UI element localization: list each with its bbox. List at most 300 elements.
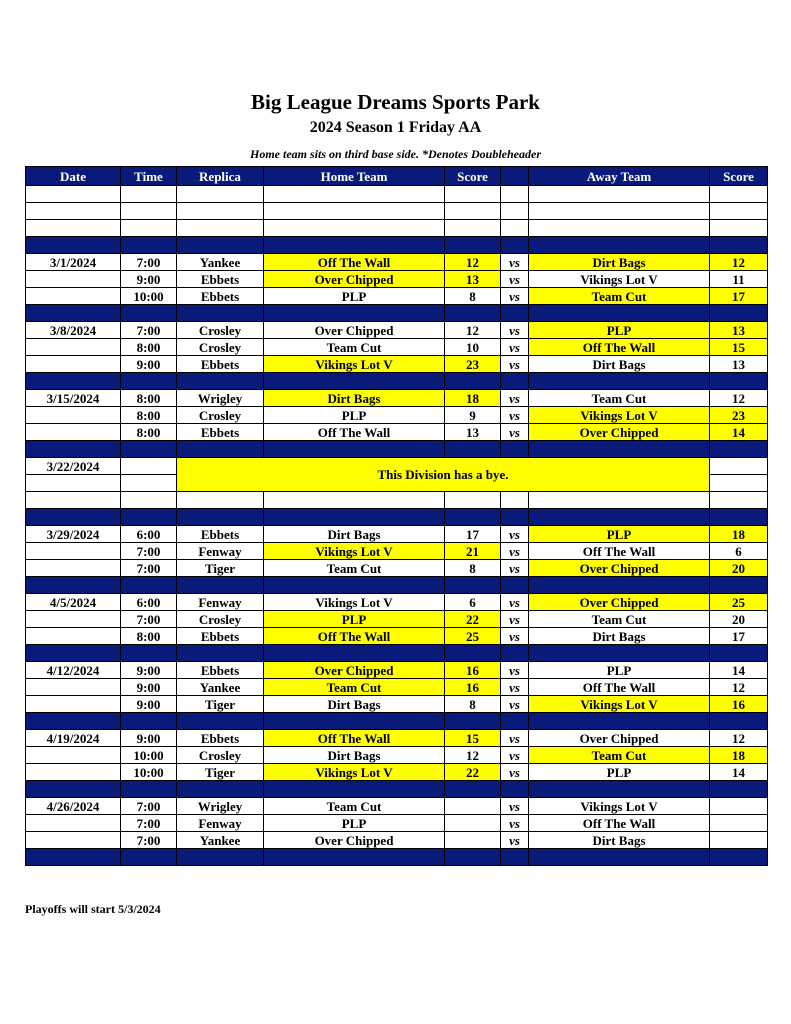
away-team-cell: Dirt Bags: [529, 832, 710, 849]
separator-cell: [710, 509, 768, 526]
home-team-cell: Off The Wall: [264, 424, 445, 441]
game-row: [26, 271, 768, 288]
date-cell: [26, 628, 121, 645]
separator-cell: [501, 713, 529, 730]
home-score-cell: 23: [445, 356, 501, 373]
away-score-cell: 17: [710, 628, 768, 645]
time-cell: 7:00: [121, 543, 177, 560]
home-score-cell: 13: [445, 424, 501, 441]
away-score-cell: [710, 832, 768, 849]
away-score-cell: [710, 458, 768, 475]
vs-cell: vs: [501, 339, 529, 356]
empty-cell: [177, 203, 264, 220]
home-team-cell: Dirt Bags: [264, 390, 445, 407]
home-team-cell: Dirt Bags: [264, 696, 445, 713]
away-team-cell: Vikings Lot V: [529, 696, 710, 713]
empty-row: [26, 203, 768, 220]
away-team-cell: PLP: [529, 662, 710, 679]
time-cell: 6:00: [121, 594, 177, 611]
time-cell: 9:00: [121, 730, 177, 747]
separator-cell: [121, 781, 177, 798]
replica-cell: Ebbets: [177, 424, 264, 441]
game-row: [26, 764, 768, 781]
date-cell: 3/29/2024: [26, 526, 121, 543]
header-note: Home team sits on third base side. *Denotes Doubleheader: [250, 147, 541, 161]
empty-cell: [26, 220, 121, 237]
away-score-cell: 12: [710, 679, 768, 696]
empty-cell: [710, 203, 768, 220]
home-team-cell: Off The Wall: [264, 254, 445, 271]
separator-cell: [501, 441, 529, 458]
separator-cell: [529, 781, 710, 798]
replica-cell: Crosley: [177, 339, 264, 356]
separator-cell: [501, 781, 529, 798]
week-separator-row: [26, 645, 768, 662]
separator-cell: [121, 373, 177, 390]
separator-cell: [264, 849, 445, 866]
time-cell: 10:00: [121, 764, 177, 781]
separator-cell: [26, 237, 121, 254]
away-team-cell: Off The Wall: [529, 543, 710, 560]
separator-cell: [177, 849, 264, 866]
date-cell: [26, 407, 121, 424]
separator-cell: [529, 849, 710, 866]
time-cell: 9:00: [121, 679, 177, 696]
away-team-cell: Over Chipped: [529, 594, 710, 611]
separator-cell: [264, 509, 445, 526]
separator-cell: [445, 305, 501, 322]
empty-cell: [264, 186, 445, 203]
table-header-row: [26, 167, 768, 186]
home-score-cell: 9: [445, 407, 501, 424]
vs-cell: vs: [501, 543, 529, 560]
separator-cell: [710, 305, 768, 322]
away-team-cell: Off The Wall: [529, 815, 710, 832]
vs-cell: vs: [501, 424, 529, 441]
home-score-cell: 10: [445, 339, 501, 356]
home-score-cell: 21: [445, 543, 501, 560]
week-separator-row: [26, 509, 768, 526]
replica-cell: Ebbets: [177, 628, 264, 645]
separator-cell: [445, 577, 501, 594]
date-cell: [26, 543, 121, 560]
date-cell: 3/15/2024: [26, 390, 121, 407]
game-row: [26, 730, 768, 747]
empty-cell: [445, 492, 501, 509]
game-row: [26, 747, 768, 764]
away-score-cell: 14: [710, 764, 768, 781]
separator-cell: [445, 849, 501, 866]
date-cell: [26, 339, 121, 356]
empty-cell: [121, 186, 177, 203]
separator-cell: [177, 713, 264, 730]
date-cell: [26, 611, 121, 628]
away-team-cell: Team Cut: [529, 390, 710, 407]
home-score-cell: 16: [445, 679, 501, 696]
separator-cell: [121, 441, 177, 458]
date-cell: 4/26/2024: [26, 798, 121, 815]
empty-cell: [121, 492, 177, 509]
separator-cell: [529, 441, 710, 458]
replica-cell: Tiger: [177, 560, 264, 577]
week-separator-row: [26, 373, 768, 390]
time-cell: 10:00: [121, 747, 177, 764]
home-team-cell: Vikings Lot V: [264, 543, 445, 560]
separator-cell: [264, 237, 445, 254]
vs-cell: vs: [501, 611, 529, 628]
separator-cell: [529, 305, 710, 322]
home-team-cell: Over Chipped: [264, 662, 445, 679]
separator-cell: [26, 441, 121, 458]
home-team-cell: Team Cut: [264, 339, 445, 356]
empty-cell: [445, 186, 501, 203]
separator-cell: [529, 237, 710, 254]
time-cell: 7:00: [121, 560, 177, 577]
time-cell: [121, 475, 177, 492]
date-cell: [26, 832, 121, 849]
empty-cell: [501, 186, 529, 203]
empty-cell: [26, 186, 121, 203]
empty-cell: [177, 220, 264, 237]
date-cell: 4/5/2024: [26, 594, 121, 611]
home-team-cell: PLP: [264, 288, 445, 305]
time-cell: 6:00: [121, 526, 177, 543]
vs-cell: vs: [501, 798, 529, 815]
separator-cell: [121, 237, 177, 254]
game-row: [26, 339, 768, 356]
separator-cell: [710, 441, 768, 458]
bye-row: [26, 458, 768, 475]
away-score-cell: 6: [710, 543, 768, 560]
empty-row: [26, 492, 768, 509]
home-score-cell: 13: [445, 271, 501, 288]
away-team-cell: Team Cut: [529, 288, 710, 305]
col-header-replica: Replica: [177, 167, 264, 186]
vs-cell: vs: [501, 815, 529, 832]
replica-cell: Fenway: [177, 594, 264, 611]
home-team-cell: Dirt Bags: [264, 747, 445, 764]
time-cell: 8:00: [121, 339, 177, 356]
empty-cell: [529, 186, 710, 203]
game-row: [26, 543, 768, 560]
empty-cell: [264, 220, 445, 237]
separator-cell: [529, 645, 710, 662]
away-team-cell: Over Chipped: [529, 560, 710, 577]
week-separator-row: [26, 305, 768, 322]
separator-cell: [501, 849, 529, 866]
away-team-cell: Over Chipped: [529, 424, 710, 441]
col-header-time: Time: [121, 167, 177, 186]
away-score-cell: 16: [710, 696, 768, 713]
replica-cell: Yankee: [177, 832, 264, 849]
replica-cell: Ebbets: [177, 526, 264, 543]
game-row: [26, 356, 768, 373]
empty-cell: [529, 492, 710, 509]
vs-cell: vs: [501, 407, 529, 424]
schedule-table: [25, 166, 768, 866]
separator-cell: [26, 849, 121, 866]
game-row: [26, 390, 768, 407]
home-score-cell: 12: [445, 322, 501, 339]
time-cell: 7:00: [121, 798, 177, 815]
replica-cell: Tiger: [177, 764, 264, 781]
away-score-cell: 12: [710, 390, 768, 407]
game-row: [26, 662, 768, 679]
separator-cell: [501, 577, 529, 594]
replica-cell: Ebbets: [177, 730, 264, 747]
away-team-cell: Dirt Bags: [529, 628, 710, 645]
separator-cell: [445, 713, 501, 730]
separator-cell: [501, 645, 529, 662]
empty-cell: [26, 203, 121, 220]
separator-cell: [445, 509, 501, 526]
game-row: [26, 679, 768, 696]
separator-cell: [264, 577, 445, 594]
home-score-cell: [445, 798, 501, 815]
separator-cell: [177, 509, 264, 526]
empty-cell: [501, 220, 529, 237]
away-score-cell: [710, 798, 768, 815]
time-cell: 8:00: [121, 390, 177, 407]
replica-cell: Crosley: [177, 322, 264, 339]
empty-cell: [445, 220, 501, 237]
separator-cell: [121, 713, 177, 730]
separator-cell: [445, 237, 501, 254]
date-cell: [26, 288, 121, 305]
separator-cell: [529, 509, 710, 526]
separator-cell: [177, 577, 264, 594]
time-cell: 10:00: [121, 288, 177, 305]
empty-cell: [26, 492, 121, 509]
away-score-cell: 20: [710, 560, 768, 577]
home-team-cell: Team Cut: [264, 798, 445, 815]
time-cell: 9:00: [121, 662, 177, 679]
home-team-cell: PLP: [264, 407, 445, 424]
away-score-cell: 17: [710, 288, 768, 305]
separator-cell: [26, 577, 121, 594]
col-header-away-team: Away Team: [529, 167, 710, 186]
away-team-cell: Off The Wall: [529, 339, 710, 356]
home-score-cell: 18: [445, 390, 501, 407]
separator-cell: [26, 373, 121, 390]
vs-cell: vs: [501, 764, 529, 781]
vs-cell: vs: [501, 390, 529, 407]
replica-cell: Crosley: [177, 611, 264, 628]
empty-cell: [264, 492, 445, 509]
vs-cell: vs: [501, 322, 529, 339]
week-separator-row: [26, 577, 768, 594]
home-team-cell: Off The Wall: [264, 730, 445, 747]
game-row: [26, 560, 768, 577]
away-score-cell: 13: [710, 322, 768, 339]
vs-cell: vs: [501, 254, 529, 271]
replica-cell: Yankee: [177, 254, 264, 271]
col-header-date: Date: [26, 167, 121, 186]
replica-cell: Ebbets: [177, 356, 264, 373]
empty-cell: [501, 203, 529, 220]
separator-cell: [26, 305, 121, 322]
away-team-cell: PLP: [529, 526, 710, 543]
home-score-cell: 8: [445, 288, 501, 305]
home-score-cell: 8: [445, 560, 501, 577]
away-score-cell: 25: [710, 594, 768, 611]
home-score-cell: 8: [445, 696, 501, 713]
separator-cell: [121, 509, 177, 526]
separator-cell: [445, 441, 501, 458]
away-team-cell: Off The Wall: [529, 679, 710, 696]
home-team-cell: Team Cut: [264, 679, 445, 696]
empty-cell: [177, 186, 264, 203]
page-title: Big League Dreams Sports Park: [251, 90, 540, 114]
bye-cell: This Division has a bye.: [177, 458, 710, 492]
away-score-cell: [710, 475, 768, 492]
game-row: [26, 628, 768, 645]
date-cell: 3/8/2024: [26, 322, 121, 339]
time-cell: 8:00: [121, 424, 177, 441]
home-team-cell: Dirt Bags: [264, 526, 445, 543]
empty-cell: [121, 220, 177, 237]
date-cell: [26, 679, 121, 696]
separator-cell: [177, 305, 264, 322]
time-cell: 9:00: [121, 271, 177, 288]
date-cell: 4/19/2024: [26, 730, 121, 747]
separator-cell: [177, 441, 264, 458]
away-score-cell: 13: [710, 356, 768, 373]
away-team-cell: Dirt Bags: [529, 356, 710, 373]
playoffs-note: Playoffs will start 5/3/2024: [25, 902, 161, 916]
vs-cell: vs: [501, 832, 529, 849]
away-score-cell: 15: [710, 339, 768, 356]
time-cell: 8:00: [121, 407, 177, 424]
home-team-cell: Off The Wall: [264, 628, 445, 645]
separator-cell: [26, 781, 121, 798]
separator-cell: [710, 577, 768, 594]
away-score-cell: [710, 815, 768, 832]
away-team-cell: Team Cut: [529, 747, 710, 764]
away-team-cell: Over Chipped: [529, 730, 710, 747]
week-separator-row: [26, 441, 768, 458]
replica-cell: Fenway: [177, 815, 264, 832]
vs-cell: vs: [501, 662, 529, 679]
empty-cell: [710, 186, 768, 203]
date-cell: [26, 271, 121, 288]
time-cell: 7:00: [121, 322, 177, 339]
replica-cell: Wrigley: [177, 798, 264, 815]
separator-cell: [264, 305, 445, 322]
away-score-cell: 14: [710, 424, 768, 441]
home-score-cell: [445, 832, 501, 849]
replica-cell: Crosley: [177, 407, 264, 424]
home-score-cell: [445, 815, 501, 832]
time-cell: 7:00: [121, 832, 177, 849]
separator-cell: [177, 781, 264, 798]
week-separator-row: [26, 237, 768, 254]
game-row: [26, 832, 768, 849]
separator-cell: [26, 645, 121, 662]
date-cell: [26, 424, 121, 441]
away-team-cell: Vikings Lot V: [529, 407, 710, 424]
empty-cell: [445, 203, 501, 220]
separator-cell: [710, 849, 768, 866]
away-score-cell: 12: [710, 254, 768, 271]
time-cell: 9:00: [121, 696, 177, 713]
game-row: [26, 815, 768, 832]
vs-cell: vs: [501, 679, 529, 696]
vs-cell: vs: [501, 356, 529, 373]
time-cell: 9:00: [121, 356, 177, 373]
separator-cell: [445, 645, 501, 662]
separator-cell: [529, 373, 710, 390]
game-row: [26, 798, 768, 815]
separator-cell: [710, 237, 768, 254]
empty-cell: [710, 220, 768, 237]
replica-cell: Crosley: [177, 747, 264, 764]
date-cell: [26, 815, 121, 832]
home-team-cell: Vikings Lot V: [264, 764, 445, 781]
away-score-cell: 18: [710, 747, 768, 764]
home-score-cell: 17: [445, 526, 501, 543]
col-header-home-score: Score: [445, 167, 501, 186]
separator-cell: [121, 645, 177, 662]
separator-cell: [177, 645, 264, 662]
empty-cell: [529, 203, 710, 220]
vs-cell: vs: [501, 560, 529, 577]
vs-cell: vs: [501, 747, 529, 764]
away-score-cell: 18: [710, 526, 768, 543]
date-cell: [26, 696, 121, 713]
home-score-cell: 15: [445, 730, 501, 747]
separator-cell: [445, 781, 501, 798]
schedule-body: [26, 186, 768, 866]
separator-cell: [501, 509, 529, 526]
home-team-cell: Over Chipped: [264, 322, 445, 339]
separator-cell: [264, 373, 445, 390]
time-cell: 7:00: [121, 611, 177, 628]
home-team-cell: Over Chipped: [264, 271, 445, 288]
empty-cell: [529, 220, 710, 237]
game-row: [26, 254, 768, 271]
separator-cell: [264, 441, 445, 458]
empty-cell: [710, 492, 768, 509]
home-team-cell: PLP: [264, 611, 445, 628]
home-score-cell: 22: [445, 611, 501, 628]
home-team-cell: Over Chipped: [264, 832, 445, 849]
separator-cell: [177, 237, 264, 254]
home-team-cell: Vikings Lot V: [264, 594, 445, 611]
game-row: [26, 594, 768, 611]
separator-cell: [26, 713, 121, 730]
separator-cell: [529, 713, 710, 730]
game-row: [26, 424, 768, 441]
date-cell: 3/1/2024: [26, 254, 121, 271]
empty-cell: [264, 203, 445, 220]
page-subtitle: 2024 Season 1 Friday AA: [309, 119, 482, 136]
vs-cell: vs: [501, 271, 529, 288]
week-separator-row: [26, 781, 768, 798]
separator-cell: [177, 373, 264, 390]
home-score-cell: 22: [445, 764, 501, 781]
vs-cell: vs: [501, 526, 529, 543]
date-cell: [26, 764, 121, 781]
col-header-home-team: Home Team: [264, 167, 445, 186]
game-row: [26, 611, 768, 628]
game-row: [26, 322, 768, 339]
empty-cell: [121, 203, 177, 220]
time-cell: 7:00: [121, 254, 177, 271]
separator-cell: [264, 645, 445, 662]
replica-cell: Ebbets: [177, 271, 264, 288]
separator-cell: [26, 509, 121, 526]
